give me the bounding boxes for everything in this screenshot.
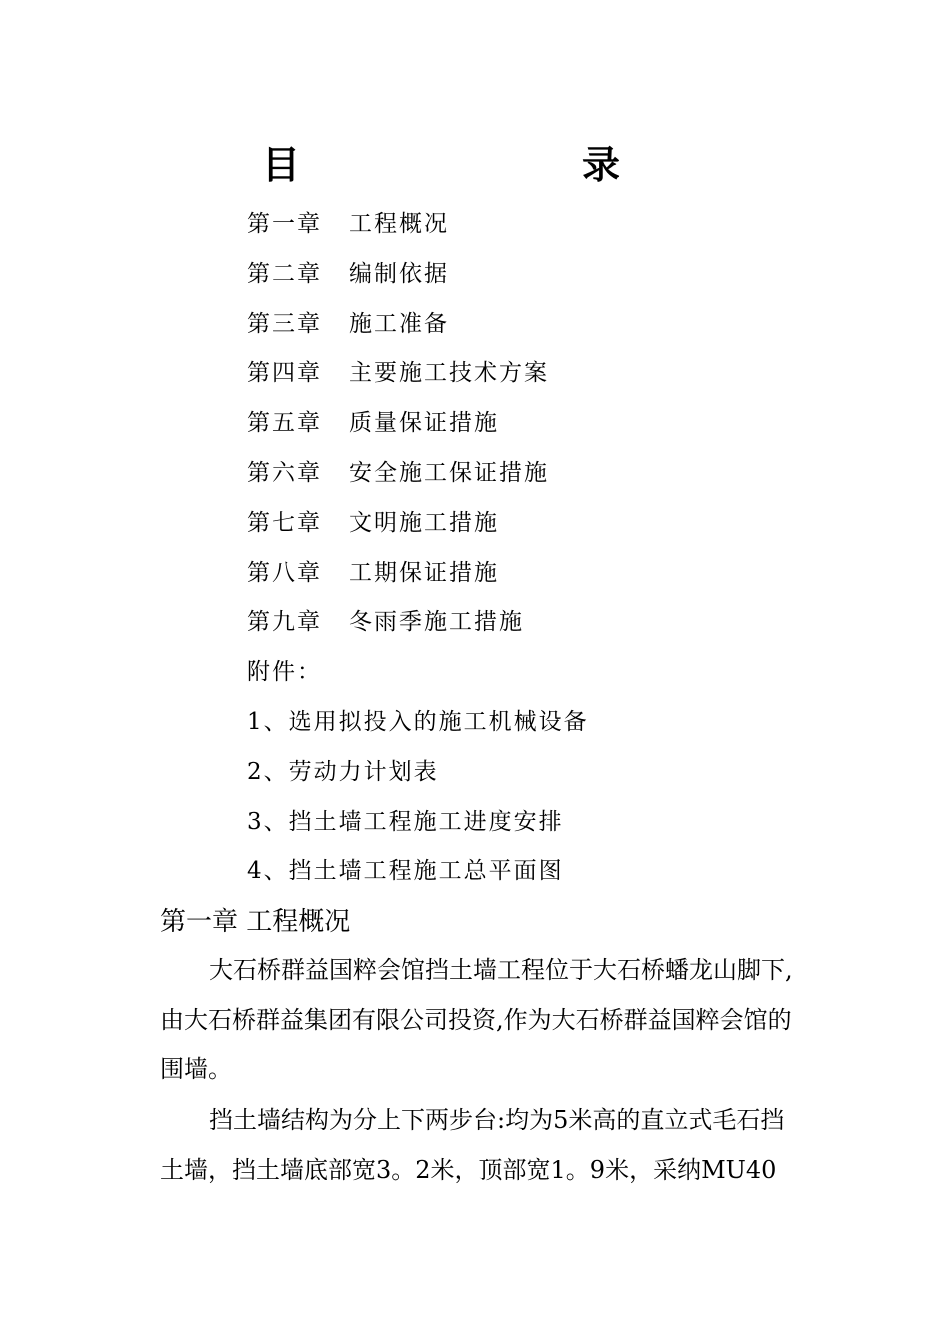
toc-chapter-number: 第八章: [247, 559, 322, 586]
toc-item[interactable]: [247, 349, 589, 399]
toc-chapter-number: 第二章: [247, 260, 322, 287]
toc-list: [247, 200, 589, 897]
toc-chapter-title: 质量保证措施: [349, 410, 499, 437]
toc-item[interactable]: [247, 499, 589, 549]
toc-chapter-number: 第六章: [247, 459, 322, 486]
appendix-item[interactable]: 2、劳动力计划表: [247, 758, 439, 785]
toc-item[interactable]: [247, 549, 589, 599]
paragraph-line: 围墙。: [160, 1055, 232, 1084]
toc-item[interactable]: [247, 300, 589, 350]
toc-item[interactable]: [247, 598, 589, 648]
appendix-item[interactable]: 1、选用拟投入的施工机械设备: [247, 708, 589, 735]
toc-chapter-number: 第一章: [247, 211, 322, 237]
toc-chapter-number: 第三章: [247, 310, 322, 337]
toc-item[interactable]: [247, 250, 589, 300]
toc-chapter-number: 第七章: [247, 509, 322, 536]
paragraph-line: 由大石桥群益集团有限公司投资,作为大石桥群益国粹会馆的: [160, 1005, 792, 1034]
toc-chapter-number: 第四章: [247, 360, 322, 387]
toc-chapter-title: 工期保证措施: [349, 559, 499, 586]
toc-item[interactable]: [247, 399, 589, 449]
chapter-heading: 第一章 工程概况: [160, 907, 351, 937]
toc-chapter-title: 冬雨季施工措施: [349, 609, 524, 636]
toc-chapter-title: 工程概况: [349, 211, 449, 237]
paragraph-line: 挡土墙结构为分上下两步台:均为5米高的直立式毛石挡: [209, 1106, 785, 1134]
appendix-item[interactable]: 4、挡土墙工程施工总平面图: [247, 858, 564, 885]
toc-title: 目 录: [261, 142, 742, 187]
toc-chapter-title: 施工准备: [349, 310, 449, 337]
toc-chapter-title: 文明施工措施: [349, 509, 499, 536]
toc-item[interactable]: [247, 200, 589, 250]
body-paragraph: [160, 946, 843, 1095]
toc-chapter-number: 第五章: [247, 410, 322, 437]
toc-chapter-number: 第九章: [247, 609, 322, 636]
appendix-label: 附件：: [247, 659, 322, 686]
body-paragraph: [160, 1096, 843, 1195]
toc-chapter-title: 编制依据: [349, 260, 449, 287]
toc-chapter-title: 安全施工保证措施: [349, 459, 549, 486]
paragraph-line: 土墙，挡土墙底部宽3。2米，顶部宽1。9米，采纳MU40: [160, 1155, 777, 1184]
toc-item[interactable]: [247, 449, 589, 499]
paragraph-line: 大石桥群益国粹会馆挡土墙工程位于大石桥蟠龙山脚下,: [209, 956, 793, 984]
toc-chapter-title: 主要施工技术方案: [349, 360, 549, 387]
appendix-item[interactable]: 3、挡土墙工程施工进度安排: [247, 808, 564, 835]
